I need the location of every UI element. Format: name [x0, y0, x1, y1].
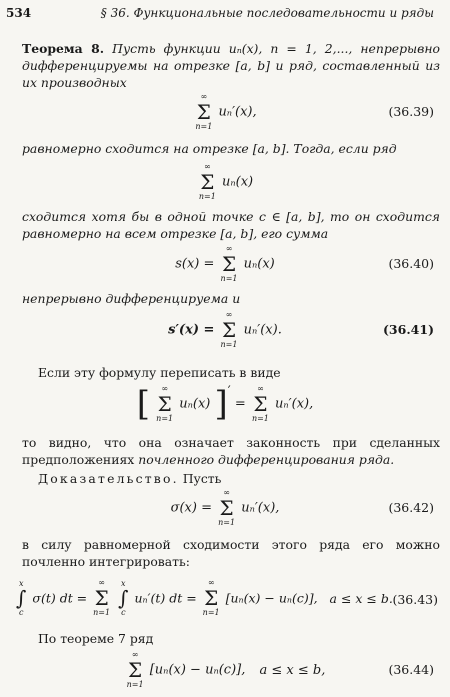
equation-expression: uₙ′(x),	[241, 500, 280, 516]
equation-number: (36.40)	[388, 256, 434, 271]
equation-number: (36.39)	[388, 104, 434, 119]
proof-label: Доказательство.	[38, 471, 179, 486]
condition: a ≤ x ≤ b,	[259, 662, 326, 678]
left-bracket: [	[136, 384, 151, 424]
equation-expression: uₙ′(x).	[243, 322, 282, 338]
proof-text: Пусть	[182, 471, 222, 486]
section-title: § 36. Функциональные последовательности и ряды	[100, 6, 434, 20]
equation-lhs: σ(x) =	[170, 500, 212, 516]
equation-expression: uₙ′(x),	[218, 104, 257, 120]
equation-expression: uₙ(x)	[243, 256, 275, 272]
paragraph-rewrite: Если эту формулу переписать в виде	[38, 365, 281, 380]
sum-symbol: ∞ Σ n=1	[126, 650, 144, 689]
equation-number: (36.43)	[392, 592, 438, 607]
sum-symbol: ∞ Σ n=1	[195, 92, 213, 131]
equation-36-42	[0, 488, 450, 528]
paragraph-uniform: равномерно сходится на отрезке [a, b]. Тогда, если ряд	[22, 141, 397, 156]
theorem-statement	[22, 40, 440, 91]
sum-symbol: ∞ Σ n=1	[218, 488, 236, 527]
integral-symbol: x ∫ c	[118, 579, 129, 617]
equation-lhs: s(x) =	[175, 256, 215, 272]
equation-number: (36.41)	[383, 322, 434, 337]
running-header	[0, 4, 450, 22]
paragraph-theorem7: По теореме 7 ряд	[38, 631, 154, 646]
equation-lhs: s′(x) =	[168, 322, 215, 338]
equation-36-44	[0, 650, 450, 690]
theorem-label: Теорема 8.	[22, 41, 105, 56]
sum-symbol: ∞ Σ n=1	[251, 384, 269, 423]
bracket-rhs: uₙ′(x),	[275, 396, 314, 412]
sum-symbol: ∞ Σ n=1	[220, 310, 238, 349]
sum-symbol: ∞ Σ n=1	[93, 578, 111, 617]
sum-symbol: ∞ Σ n=1	[156, 384, 174, 423]
equation-36-41	[0, 310, 450, 350]
sum-symbol: ∞ Σ n=1	[220, 244, 238, 283]
bracket-inner: uₙ(x)	[179, 396, 211, 412]
equation-36-40	[0, 244, 450, 284]
equation-unlabeled	[0, 162, 450, 202]
condition: a ≤ x ≤ b.	[329, 590, 393, 606]
integral-lhs: σ(t) dt =	[32, 590, 88, 606]
paragraph-differentiable: непрерывно дифференцируема и	[22, 291, 241, 306]
paragraph-converges: сходится хотя бы в одной точке c ∈ [a, b], то он сходится равномерно на всем отрезке [a, b], его сумма	[22, 209, 440, 241]
prime-mark: ′	[227, 384, 231, 399]
proof-start	[38, 470, 440, 487]
equation-number: (36.44)	[388, 662, 434, 677]
termwise-diff: почленного дифференцирования ряда.	[138, 452, 395, 467]
sum-symbol: ∞ Σ n=1	[202, 578, 220, 617]
integral-symbol: x ∫ c	[16, 579, 27, 617]
equation-expression: uₙ(x)	[221, 174, 254, 190]
equation-bracket	[0, 384, 450, 432]
sum-rhs: [uₙ(x) − uₙ(c)],	[225, 590, 318, 606]
integral-mid: uₙ′(t) dt =	[134, 590, 197, 606]
right-bracket: ]	[214, 384, 228, 424]
theorem-text: Пусть функции uₙ(x), n = 1, 2,..., непрерывно дифференцируемы на отрезке [a, b] и ряд, составленный из их производных	[22, 41, 440, 90]
page-number: 534	[6, 6, 32, 20]
equation-expression: [uₙ(x) − uₙ(c)],	[149, 662, 246, 678]
equals-sign: =	[234, 396, 246, 412]
paragraph-seen: то видно, что она означает законность при сделанных предположениях почленного дифференцирования ряда.	[22, 435, 440, 467]
equation-number: (36.42)	[388, 500, 434, 515]
equation-36-43	[0, 578, 450, 626]
paragraph-integrate: в силу равномерной сходимости этого ряда его можно почленно интегрировать:	[22, 537, 440, 569]
sum-symbol: ∞ Σ n=1	[198, 162, 216, 201]
equation-36-39	[0, 92, 450, 132]
